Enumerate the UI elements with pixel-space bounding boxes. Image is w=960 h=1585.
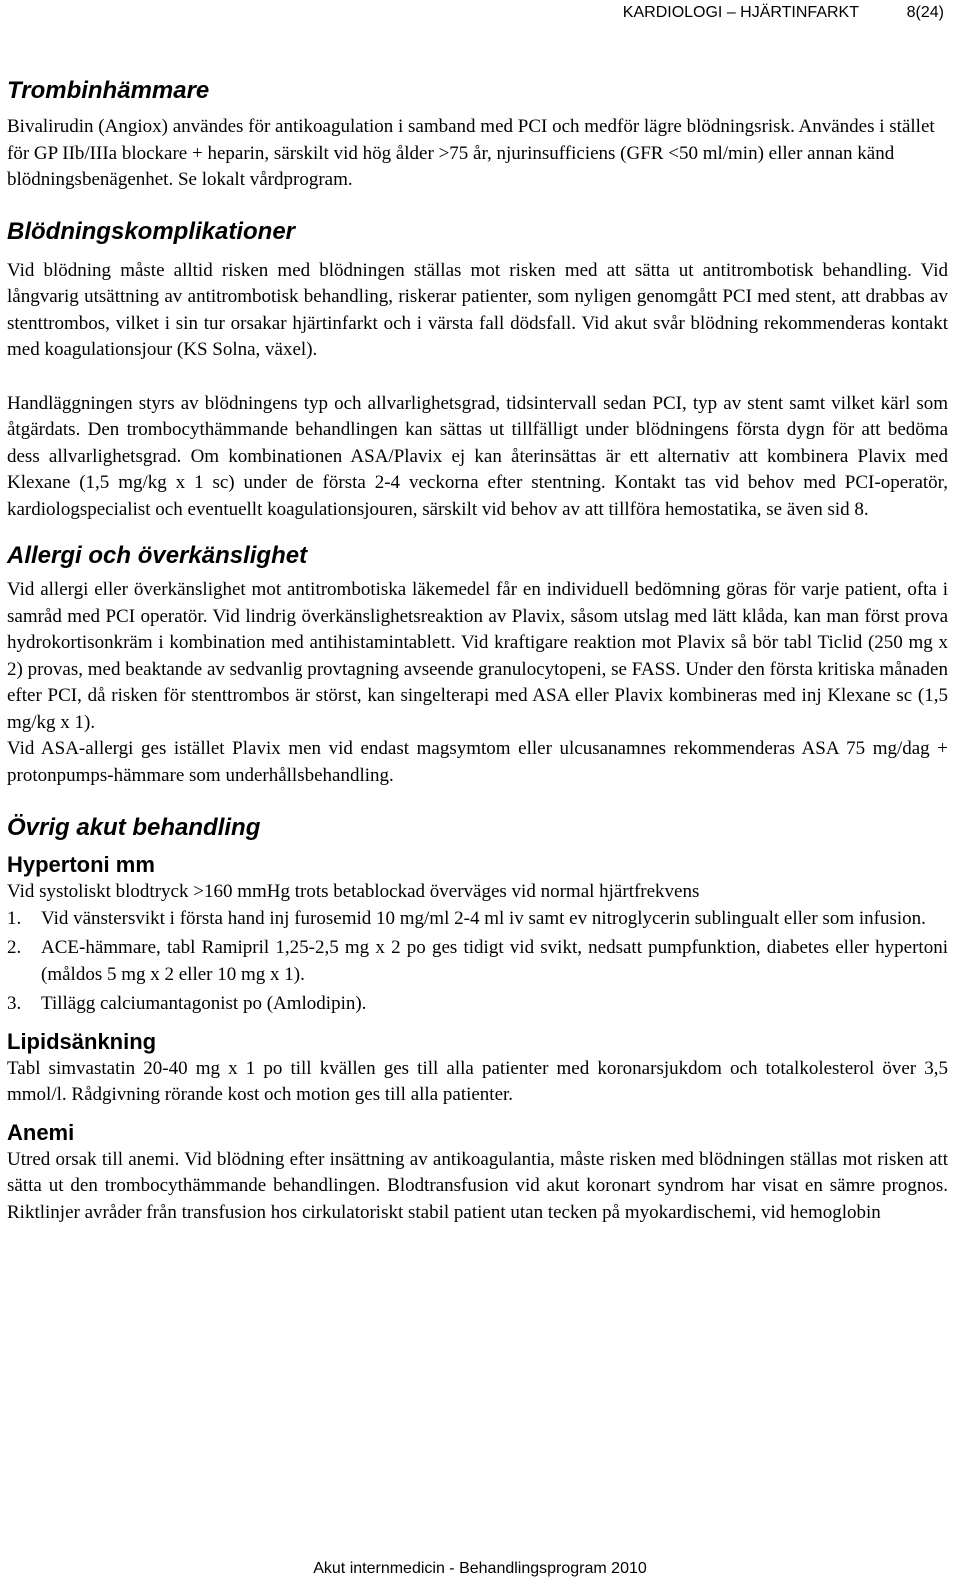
heading-trombinhammare: Trombinhämmare xyxy=(7,77,210,104)
paragraph-anemi: Utred orsak till anemi. Vid blödning efter insättning av antikoagulantia, måste risken med blödningen ställas mot risken att sätta ut den trombocythämmande behandlingen. Blodtransfusion vid akut koronart syndrom har visat en sämre prognos. Riktlinjer avråder från transfusion hos cirkulatoriskt stabil patient utan tecken på myokardischemi, vid hemoglobin xyxy=(7,1148,948,1223)
heading-lipidsankning: Lipidsänkning xyxy=(7,1028,157,1054)
list-item-number: 2. xyxy=(7,937,22,958)
page-number: 8(24) xyxy=(906,4,944,21)
list-item xyxy=(7,935,948,988)
page-content xyxy=(7,72,948,1226)
list-item-text: Tillägg calciumantagonist po (Amlodipin). xyxy=(41,993,367,1014)
paragraph-allergi-1: Vid allergi eller överkänslighet mot antitrombotiska läkemedel får en individuell bedömning göras för varje patient, ofta i samråd med PCI operatör. Vid lindrig överkänslighetsreaktion av Plavix, såsom utslag med lätt klåda, kan man först prova hydrokortisonkräm i kombination med antihistamintablett. Vid kraftigare reaktion mot Plavix så bör tabl Ticlid (250 mg x 2) provas, med beaktande av sedvanlig provtagning avseende granulocytopeni, se FASS. Under den första kritiska månaden efter PCI, då risken för stenttrombos är störst, kan singelterapi med ASA eller Plavix kombineras med inj Klexane sc (1,5 mg/kg x 1). xyxy=(7,579,948,733)
list-item xyxy=(7,991,948,1018)
heading-ovrig-akut-behandling: Övrig akut behandling xyxy=(7,814,261,841)
heading-hypertoni: Hypertoni mm xyxy=(7,852,155,877)
list-item-text: ACE-hämmare, tabl Ramipril 1,25-2,5 mg x 2 po ges tidigt vid svikt, nedsatt pumpfunktion, diabetes eller hypertoni (måldos 5 mg x 2 eller 10 mg x 1). xyxy=(41,937,948,985)
paragraph-blodning-2: Handläggningen styrs av blödningens typ och allvarlighetsgrad, tidsintervall sedan PCI, typ av stent samt vilket kärl som åtgärdats. Den trombocythämmande behandlingen kan sättas ut tillfälligt under blödningens första dygn för att bedöma dess allvarlighetsgrad. Om kombinationen ASA/Plavix ej kan återinsättas är ett alternativ att kombinera Plavix med Klexane (1,5 mg/kg x 1 sc) under de första 2-4 veckorna efter stentning. Kontakt tas vid behov med PCI-operatör, kardiologspecialist och eventuellt koagulationsjouren, särskilt vid behov av att tillföra hemostatika, se även sid 8. xyxy=(7,392,948,520)
paragraph-trombinhammare: Bivalirudin (Angiox) användes för antikoagulation i samband med PCI och medför lägre blödningsrisk. Användes i stället för GP IIb/IIIa blockare + heparin, särskilt vid hög ålder >75 år, njurinsufficiens (GFR <50 ml/min) eller annan känd blödningsbenägenhet. Se lokalt vårdprogram. xyxy=(7,116,935,190)
paragraph-allergi-2: Vid ASA-allergi ges istället Plavix men vid endast magsymtom eller ulcusanamnes rekommenderas ASA 75 mg/dag + protonpumps-hämmare som underhållsbehandling. xyxy=(7,738,948,786)
heading-blodningskomplikationer: Blödningskomplikationer xyxy=(7,217,296,245)
header-title: KARDIOLOGI – HJÄRTINFARKT xyxy=(622,4,859,21)
heading-allergi: Allergi och överkänslighet xyxy=(7,542,308,569)
list-item xyxy=(7,906,948,933)
list-item-number: 3. xyxy=(7,993,22,1014)
list-item-text: Vid vänstersvikt i första hand inj furosemid 10 mg/ml 2-4 ml iv samt ev nitroglycerin sublingualt eller som infusion. xyxy=(41,907,926,929)
hypertoni-list xyxy=(7,906,948,1018)
paragraph-blodning-1: Vid blödning måste alltid risken med blödningen ställas mot risken med att sätta ut antitrombotisk behandling. Vid långvarig utsättning av antitrombotisk behandling, riskerar patienter, som nyligen genomgått PCI med stent, att drabbas av stenttrombos, vilket i sin tur orsakar hjärtinfarkt och i värsta fall dödsfall. Vid akut svår blödning rekommenderas kontakt med koagulationsjour (KS Solna, växel). xyxy=(7,259,948,360)
paragraph-lipidsankning: Tabl simvastatin 20-40 mg x 1 po till kvällen ges till alla patienter med koronarsjukdom och totalkolesterol över 3,5 mmol/l. Rådgivning rörande kost och motion ges till alla patienter. xyxy=(7,1057,948,1105)
page-footer: Akut internmedicin - Behandlingsprogram 2010 xyxy=(313,1560,647,1577)
heading-anemi: Anemi xyxy=(7,1119,75,1145)
list-item-number: 1. xyxy=(7,907,22,929)
paragraph-hypertoni-intro: Vid systoliskt blodtryck >160 mmHg trots betablockad överväges vid normal hjärtfrekvens xyxy=(7,881,700,902)
